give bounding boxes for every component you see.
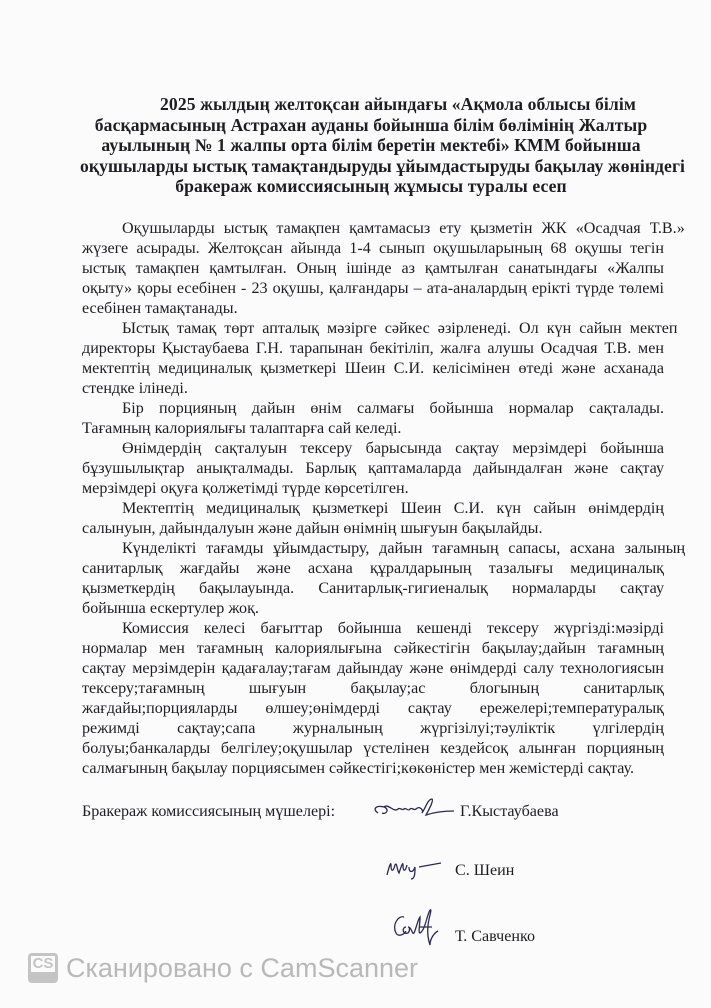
paragraph: [82, 499, 664, 539]
title-line: ауылының № 1 жалпы орта білім беретін мектебі» КММ бойынша: [101, 135, 641, 156]
title-line: оқушыларды ыстық тамақтандыруды ұйымдастыруды бақылау жөніндегі: [80, 155, 686, 176]
text-line: санитарлық жағдайы және асхана құралдарының тазалығы медициналық: [82, 560, 664, 577]
text-line: режимді сақтау;сапа журналының жүргізілуі;тәуліктік үлгілердің: [82, 720, 664, 737]
document-body: [82, 219, 686, 779]
text-line: сақтау мерзімдерін қадағалау;тағам дайындау және өнімдерді салу технологиясын: [82, 660, 664, 677]
title-line: басқармасының Астрахан ауданы бойынша білім бөлімінің Жалтыр: [94, 114, 648, 135]
member-name: Г.Кыстаубаева: [460, 803, 559, 820]
text-line: салмағының бақылау порциясымен сәйкестігі;көкөністер мен жемістерді сақтау.: [82, 760, 635, 777]
paragraph: [82, 439, 664, 499]
text-line: стендке ілінеді.: [82, 380, 188, 397]
text-line: ыстық тамақпен қамтылған. Оның ішінде аз қамтылған санатындағы «Жалпы: [82, 260, 664, 277]
paragraph: [82, 319, 678, 399]
text-line: Мектептің медициналық қызметкері Шеин С.И. күн сайын өнімдердің: [122, 500, 664, 517]
text-line: салынуын, дайындалуын және дайын өнімнің шығуын бақылайды.: [82, 520, 543, 537]
text-line: Оқушыларды ыстық тамақпен қамтамасыз ету қызметін ЖК «Осадчая Т.В.»: [122, 220, 685, 237]
document-title: [80, 94, 686, 197]
text-line: Бір порцияның дайын өнім салмағы бойынша нормалар сақталады.: [122, 400, 664, 417]
text-line: бұзушылықтар анықталмады. Барлық қаптамаларда дайындалған және сақтау: [82, 460, 664, 477]
camscanner-watermark-text: Сканировано с CamScanner: [66, 952, 419, 983]
camscanner-logo-icon: [28, 953, 58, 983]
text-line: тексеру;тағамның шығуын бақылау;ас блогының санитарлық: [82, 680, 664, 697]
members-label: Бракераж комиссиясының мүшелері:: [82, 803, 336, 820]
camscanner-logo-text: CS: [32, 955, 54, 972]
title-line: 2025 жылдың желтоқсан айындағы «Ақмола облысы білім: [160, 94, 636, 114]
title-line: бракераж комиссиясының жұмысы туралы есеп: [175, 176, 567, 197]
text-line: есебінен тамақтанады.: [82, 300, 238, 317]
paragraph: [82, 399, 664, 439]
text-line: нормалар мен тағамның калориялығына сәйкестігін бақылау;дайын тағамның: [82, 640, 664, 657]
text-line: директоры Қыстаубаева Г.Н. тарапынан бекітіліп, жалға алушы Осадчая Т.В. мен: [82, 340, 664, 357]
text-line: Комиссия келесі бағыттар бойынша кешенді тексеру жүргізді:мәзірді: [122, 620, 664, 637]
text-line: Өнімдердің сақталуын тексеру барысында сақтау мерзімдері бойынша: [122, 440, 664, 457]
text-line: оқыту» қоры есебінен - 23 оқушы, қалғандары – ата-аналардың ерікті түрде төлемі: [82, 280, 664, 297]
signature-kystaubaeva: [370, 797, 456, 823]
member-name: Т. Савченко: [455, 928, 536, 945]
text-line: Тағамның калориялығы талаптарға сай келеді.: [82, 420, 402, 437]
signature-savchenko: [390, 905, 442, 949]
text-line: жағдайы;порцияларды өлшеу;өнімдерді сақтау ережелері;температуралық: [82, 700, 664, 717]
member-name: С. Шеин: [455, 862, 515, 879]
text-line: мерзімдері оқуға қолжетімді түрде көрсетілген.: [82, 480, 409, 497]
text-line: Күнделікті тағамды ұйымдастыру, дайын тағамның сапасы, асхана залының: [122, 540, 686, 557]
text-line: Ыстық тамақ төрт апталық мәзірге сәйкес әзірленеді. Ол күн сайын мектеп: [122, 320, 678, 337]
camscanner-watermark: [28, 953, 418, 983]
text-line: болуы;банкаларды белгілеу;оқушылар үстелінен кездейсоқ алынған порцияның: [82, 740, 664, 757]
text-line: қызметкердің бақылауында. Санитарлық-гигиеналық нормаларды сақтау: [82, 580, 664, 597]
text-line: мектептің медициналық қызметкері Шеин С.И. келісімінен өтеді және асханада: [82, 360, 664, 377]
paragraph: [82, 619, 664, 779]
text-line: жүзеге асырады. Желтоқсан айында 1-4 сынып оқушыларының 68 оқушы тегін: [82, 240, 664, 257]
paragraph: [82, 539, 686, 619]
signature-shein: [385, 857, 445, 881]
paragraph: [82, 219, 685, 319]
text-line: бойынша ескертулер жоқ.: [82, 600, 259, 617]
